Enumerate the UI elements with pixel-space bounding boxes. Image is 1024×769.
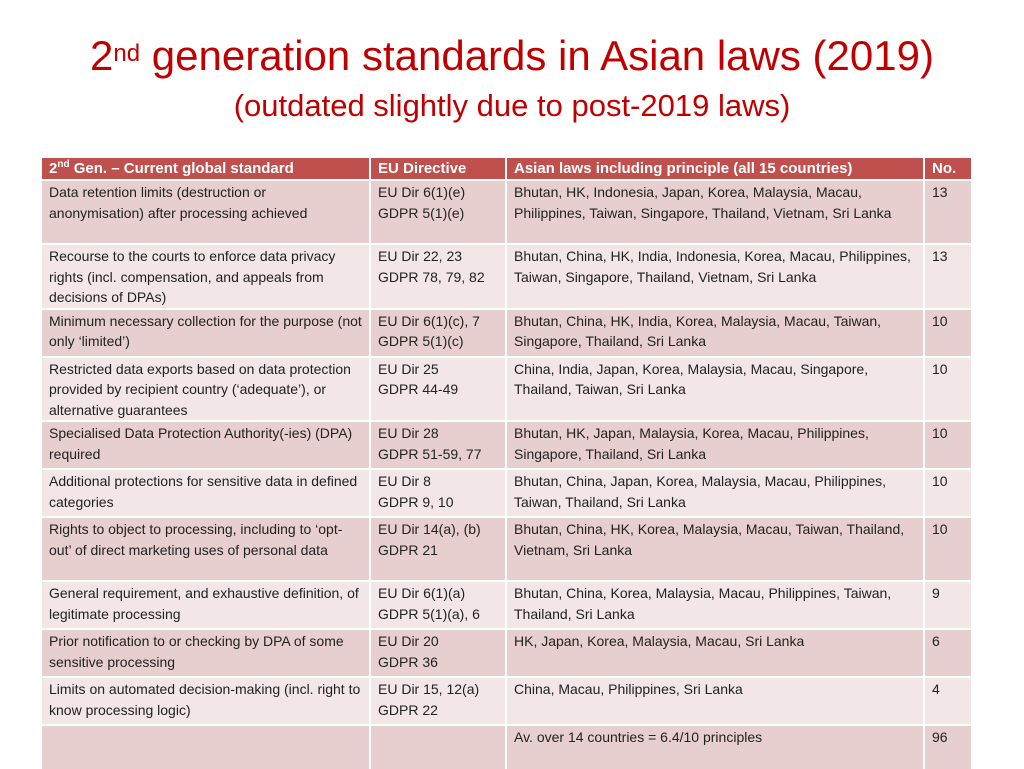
cell-countries: China, Macau, Philippines, Sri Lanka <box>506 677 924 725</box>
cell-eu-gdpr: GDPR 22 <box>378 701 438 718</box>
cell-eu-dir: EU Dir 8 <box>378 473 431 489</box>
title-subtitle: (outdated slightly due to post-2019 laws) <box>233 88 791 123</box>
table-row <box>42 629 972 677</box>
slide-title <box>0 30 1024 126</box>
cell-eu <box>370 180 506 244</box>
cell-empty <box>370 725 506 769</box>
cell-standard: General requirement, and exhaustive definition, of legitimate processing <box>42 581 370 629</box>
title-superscript: nd <box>113 40 141 67</box>
cell-eu-gdpr: GDPR 36 <box>378 653 438 670</box>
table-row <box>42 677 972 725</box>
cell-eu-dir: EU Dir 28 <box>378 425 439 441</box>
header-eu-directive: EU Directive <box>370 158 506 180</box>
table-row <box>42 180 972 244</box>
cell-count: 10 <box>924 357 972 422</box>
cell-countries: Bhutan, China, Korea, Malaysia, Macau, Philippines, Taiwan, Thailand, Sri Lanka <box>506 581 924 629</box>
cell-eu-dir: EU Dir 20 <box>378 633 439 649</box>
cell-eu-gdpr: GDPR 5(1)(a), 6 <box>378 605 480 622</box>
cell-eu <box>370 629 506 677</box>
cell-eu-dir: EU Dir 6(1)(e) <box>378 184 466 200</box>
cell-eu-gdpr: GDPR 5(1)(e) <box>378 204 465 221</box>
standards-table <box>42 158 973 769</box>
cell-count: 10 <box>924 309 972 357</box>
header-standard-sup: nd <box>57 159 70 170</box>
cell-eu-dir: EU Dir 14(a), (b) <box>378 521 481 537</box>
cell-countries: Bhutan, China, HK, Korea, Malaysia, Macau, Taiwan, Thailand, Vietnam, Sri Lanka <box>506 517 924 581</box>
cell-summary: Av. over 14 countries = 6.4/10 principles <box>506 725 924 769</box>
table-row <box>42 469 972 517</box>
table-header-row <box>42 158 972 180</box>
title-prefix: 2 <box>90 32 114 79</box>
cell-eu <box>370 421 506 469</box>
header-standard <box>42 158 370 180</box>
cell-count: 13 <box>924 180 972 244</box>
header-standard-text: Gen. – Current global standard <box>69 160 294 177</box>
cell-empty <box>42 725 370 769</box>
header-asian-laws: Asian laws including principle (all 15 countries) <box>506 158 924 180</box>
cell-standard: Restricted data exports based on data protection provided by recipient country (‘adequate’), or alternative guarantees <box>42 357 370 422</box>
table-row <box>42 581 972 629</box>
cell-eu <box>370 309 506 357</box>
cell-eu-gdpr: GDPR 51-59, 77 <box>378 445 482 462</box>
cell-eu-gdpr: GDPR 9, 10 <box>378 493 454 510</box>
cell-standard: Rights to object to processing, including to ‘opt-out’ of direct marketing uses of personal data <box>42 517 370 581</box>
cell-countries: HK, Japan, Korea, Malaysia, Macau, Sri Lanka <box>506 629 924 677</box>
table-summary-row <box>42 725 972 769</box>
cell-count: 9 <box>924 581 972 629</box>
cell-count: 13 <box>924 244 972 309</box>
cell-eu-dir: EU Dir 15, 12(a) <box>378 681 480 697</box>
cell-countries: Bhutan, China, HK, India, Korea, Malaysia, Macau, Taiwan, Singapore, Thailand, Sri Lanka <box>506 309 924 357</box>
cell-standard: Recourse to the courts to enforce data privacy rights (incl. compensation, and appeals from decisions of DPAs) <box>42 244 370 309</box>
cell-eu <box>370 517 506 581</box>
cell-count: 10 <box>924 469 972 517</box>
cell-total: 96 <box>924 725 972 769</box>
header-count: No. <box>924 158 972 180</box>
header-standard-prefix: 2 <box>49 160 58 177</box>
cell-eu <box>370 469 506 517</box>
table-row <box>42 309 972 357</box>
cell-eu-gdpr: GDPR 5(1)(c) <box>378 333 464 349</box>
cell-countries: Bhutan, China, HK, India, Indonesia, Korea, Macau, Philippines, Taiwan, Singapore, Thailand, Vietnam, Sri Lanka <box>506 244 924 309</box>
cell-countries: Bhutan, China, Japan, Korea, Malaysia, Macau, Philippines, Taiwan, Thailand, Sri Lanka <box>506 469 924 517</box>
cell-standard: Additional protections for sensitive data in defined categories <box>42 469 370 517</box>
table-row <box>42 421 972 469</box>
table-row <box>42 517 972 581</box>
cell-eu-dir: EU Dir 6(1)(a) <box>378 585 466 601</box>
cell-count: 4 <box>924 677 972 725</box>
table-row <box>42 244 972 309</box>
cell-count: 10 <box>924 421 972 469</box>
cell-eu <box>370 357 506 422</box>
cell-eu-dir: EU Dir 25 <box>378 360 439 377</box>
cell-standard: Prior notification to or checking by DPA of some sensitive processing <box>42 629 370 677</box>
cell-standard: Limits on automated decision-making (incl. right to know processing logic) <box>42 677 370 725</box>
cell-standard: Data retention limits (destruction or anonymisation) after processing achieved <box>42 180 370 244</box>
cell-eu-gdpr: GDPR 44-49 <box>378 381 459 397</box>
cell-count: 6 <box>924 629 972 677</box>
cell-eu <box>370 244 506 309</box>
title-main: generation standards in Asian laws (2019) <box>151 32 934 79</box>
cell-standard: Specialised Data Protection Authority(-ies) (DPA) required <box>42 421 370 469</box>
cell-eu <box>370 677 506 725</box>
cell-count: 10 <box>924 517 972 581</box>
cell-eu-gdpr: GDPR 78, 79, 82 <box>378 268 485 285</box>
cell-standard: Minimum necessary collection for the purpose (not only ‘limited’) <box>42 309 370 357</box>
table-row <box>42 357 972 422</box>
cell-countries: Bhutan, HK, Indonesia, Japan, Korea, Malaysia, Macau, Philippines, Taiwan, Singapore, Thailand, Vietnam, Sri Lanka <box>506 180 924 244</box>
cell-eu-dir: EU Dir 6(1)(c), 7 <box>378 312 480 329</box>
cell-eu-gdpr: GDPR 21 <box>378 541 438 558</box>
cell-countries: China, India, Japan, Korea, Malaysia, Macau, Singapore, Thailand, Taiwan, Sri Lanka <box>506 357 924 422</box>
title-line-1 <box>0 30 1024 82</box>
cell-eu <box>370 581 506 629</box>
cell-eu-dir: EU Dir 22, 23 <box>378 248 463 264</box>
cell-countries: Bhutan, HK, Japan, Malaysia, Korea, Macau, Philippines, Singapore, Thailand, Sri Lanka <box>506 421 924 469</box>
